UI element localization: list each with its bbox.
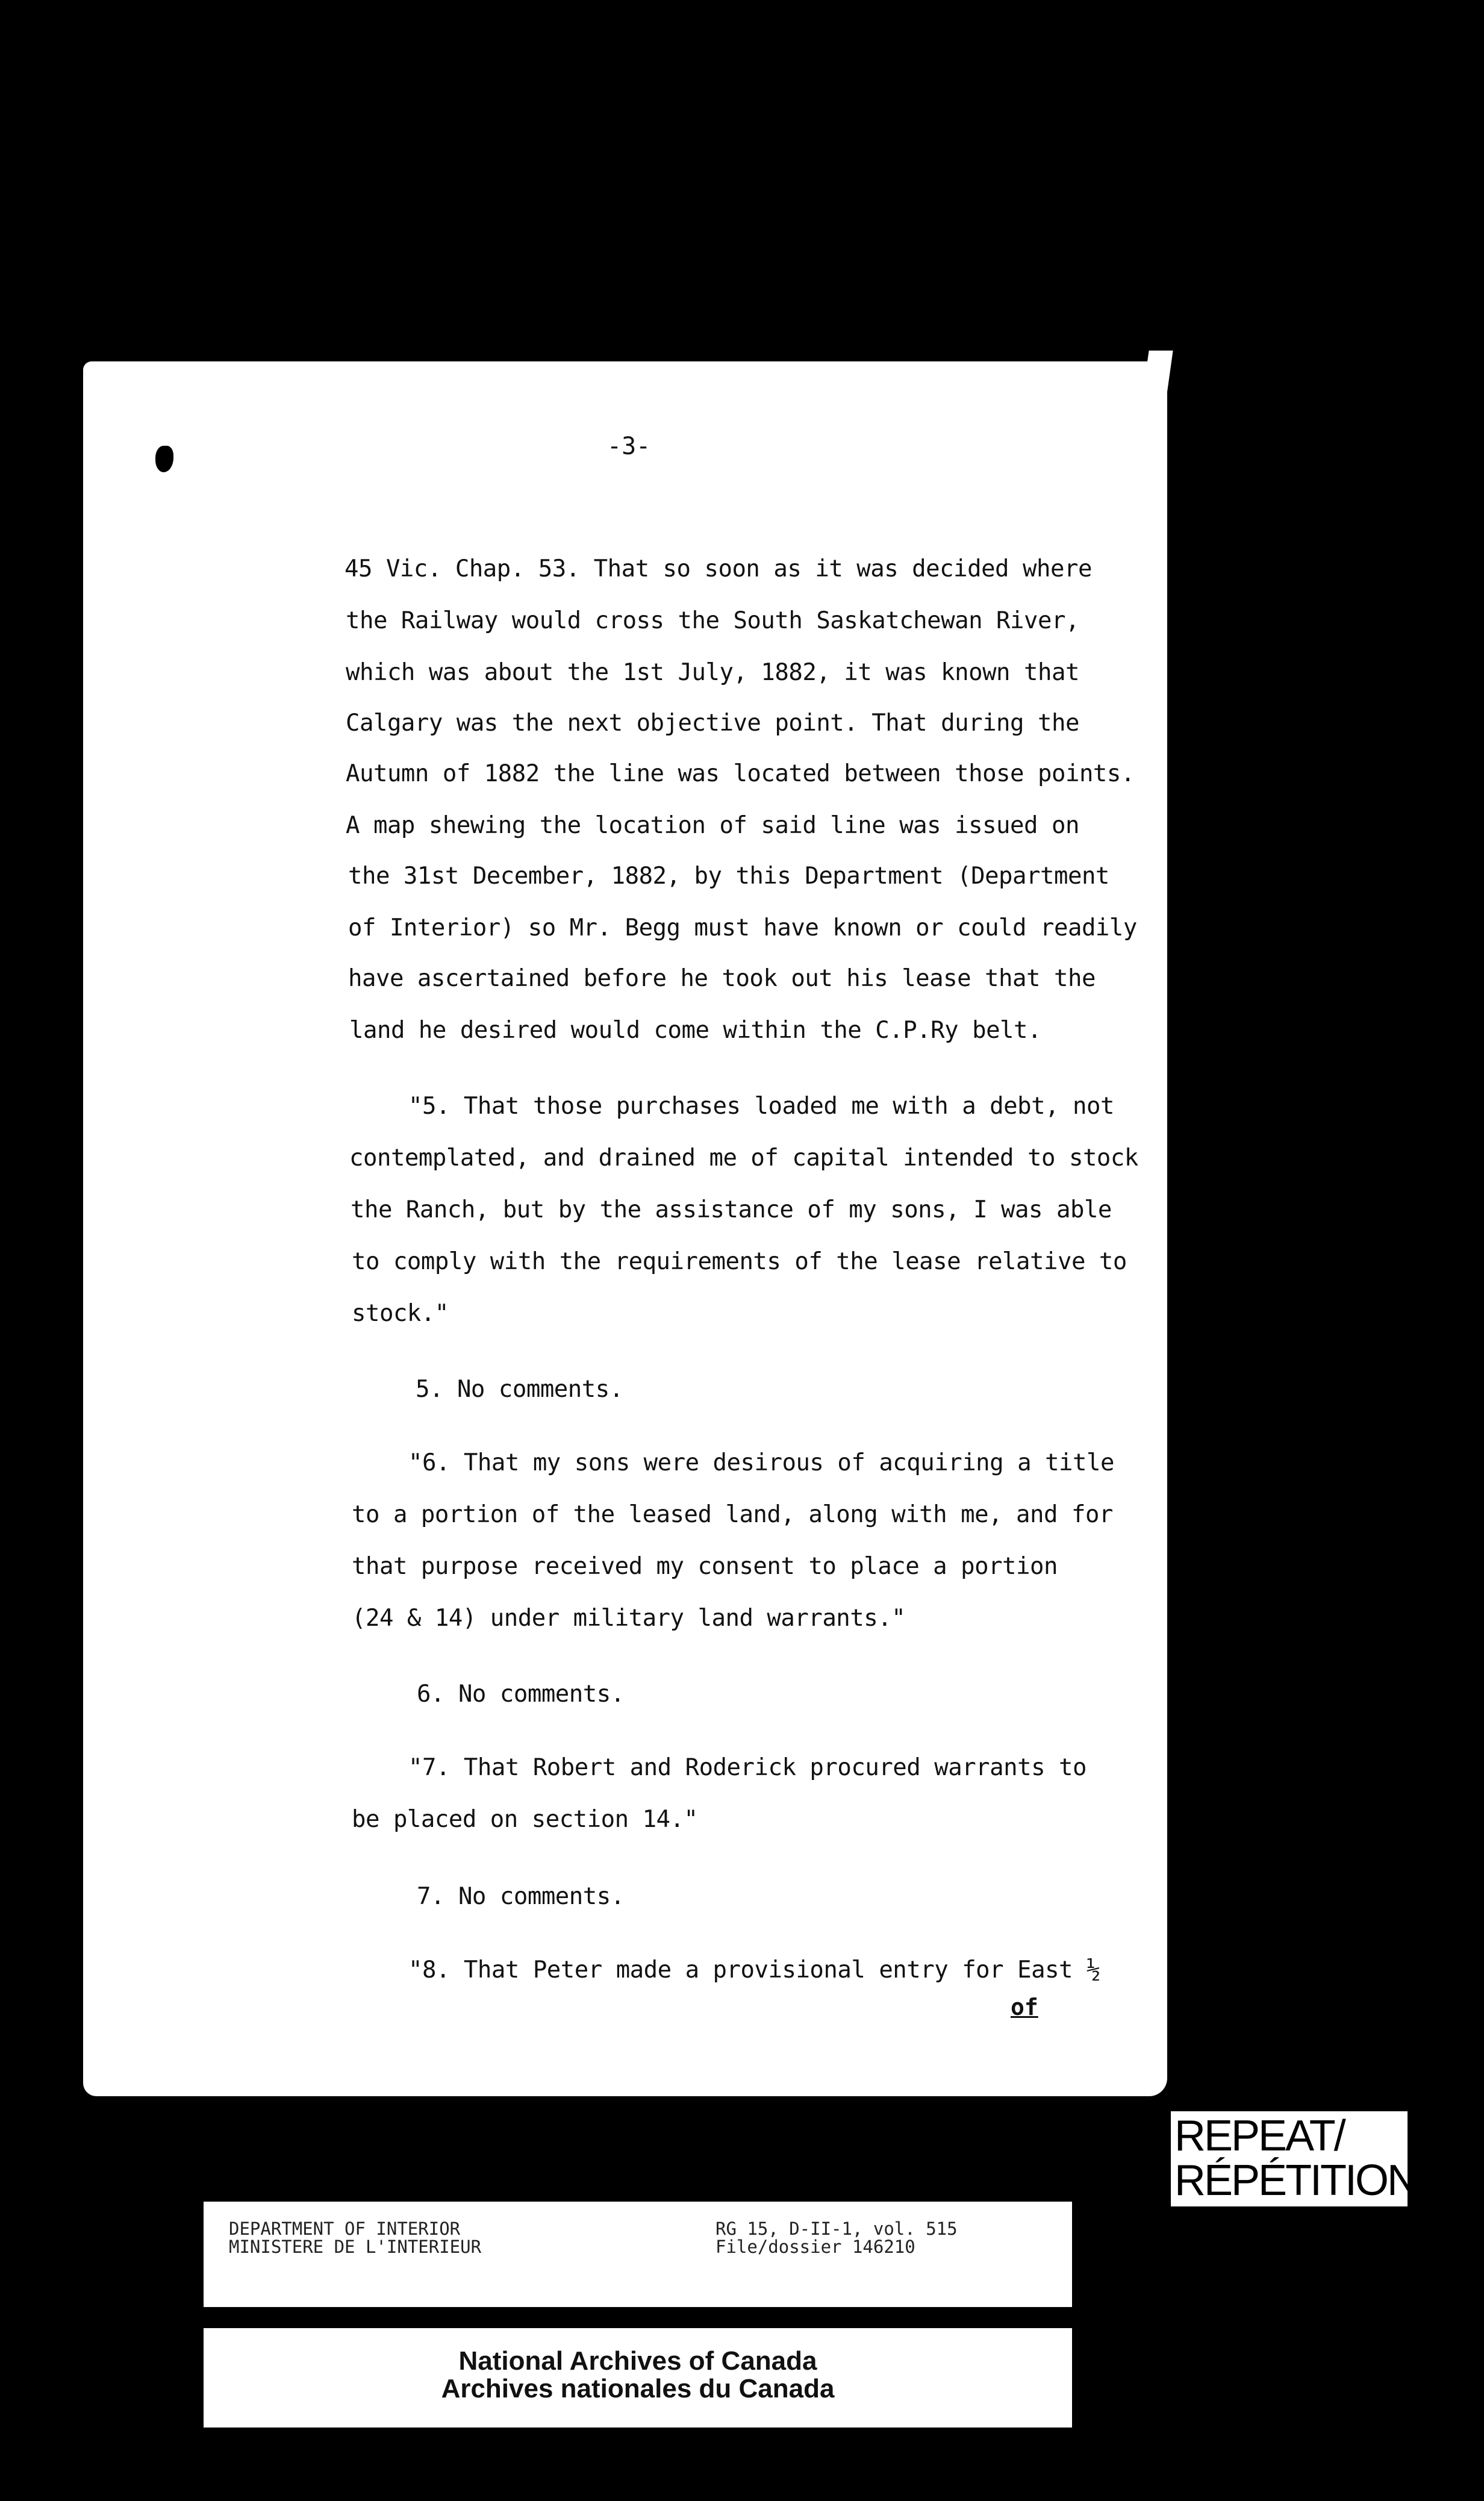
text-line: of Interior) so Mr. Begg must have known or could readily: [348, 914, 1137, 941]
text-line: to comply with the requirements of the lease relative to: [352, 1248, 1127, 1275]
department-en: DEPARTMENT OF INTERIOR: [229, 2218, 461, 2239]
text-line: "8. That Peter made a provisional entry for East ½: [408, 1956, 1100, 1984]
stamp-line-1: REPEAT/: [1174, 2112, 1344, 2160]
reference-strip: [204, 2202, 1072, 2307]
text-line: 6. No comments.: [417, 1681, 625, 1708]
text-line: 45 Vic. Chap. 53. That so soon as it was decided where: [344, 555, 1092, 582]
text-line: Calgary was the next objective point. That during the: [346, 710, 1079, 737]
text-line: the Railway would cross the South Saskatchewan River,: [346, 607, 1079, 634]
archives-label-fr: Archives nationales du Canada: [441, 2374, 835, 2403]
text-line: be placed on section 14.": [352, 1806, 698, 1833]
document-page: [83, 361, 1167, 2096]
continuation-catchword: of: [1011, 1994, 1038, 2020]
department-fr: MINISTERE DE L'INTERIEUR: [229, 2237, 482, 2257]
text-line: the Ranch, but by the assistance of my sons, I was able: [351, 1196, 1112, 1223]
text-line: to a portion of the leased land, along with me, and for: [352, 1501, 1113, 1528]
text-line: "7. That Robert and Roderick procured warrants to: [408, 1754, 1087, 1781]
stamp-line-2: RÉPÉTITION: [1174, 2156, 1417, 2205]
repeat-stamp: [1171, 2111, 1417, 2206]
department-block: [229, 2220, 481, 2256]
text-line: "6. That my sons were desirous of acquiring a title: [408, 1449, 1114, 1476]
archives-label: [204, 2328, 1072, 2428]
text-line: land he desired would come within the C.P.Ry belt.: [349, 1017, 1041, 1044]
text-line: have ascertained before he took out his lease that the: [348, 965, 1096, 992]
text-line: Autumn of 1882 the line was located between those points.: [346, 760, 1135, 787]
text-line: 7. No comments.: [417, 1883, 625, 1910]
text-line: "5. That those purchases loaded me with a debt, not: [408, 1093, 1114, 1120]
page-corner: [1142, 351, 1173, 399]
file-number: File/dossier 146210: [716, 2237, 915, 2257]
punch-hole-mark: [155, 446, 173, 472]
page-number: -3-: [607, 432, 651, 460]
text-line: the 31st December, 1882, by this Department (Department: [348, 863, 1109, 890]
text-line: which was about the 1st July, 1882, it was known that: [346, 659, 1079, 686]
text-line: contemplated, and drained me of capital intended to stock: [349, 1144, 1138, 1172]
text-line: stock.": [352, 1300, 449, 1327]
text-line: (24 & 14) under military land warrants.": [352, 1605, 906, 1632]
record-group: RG 15, D-II-1, vol. 515: [716, 2218, 958, 2239]
archives-label-en: National Archives of Canada: [458, 2346, 817, 2376]
text-line: A map shewing the location of said line was issued on: [346, 812, 1079, 839]
text-line: that purpose received my consent to place a portion: [352, 1553, 1058, 1580]
text-line: 5. No comments.: [416, 1376, 623, 1403]
reference-block: [716, 2220, 958, 2256]
